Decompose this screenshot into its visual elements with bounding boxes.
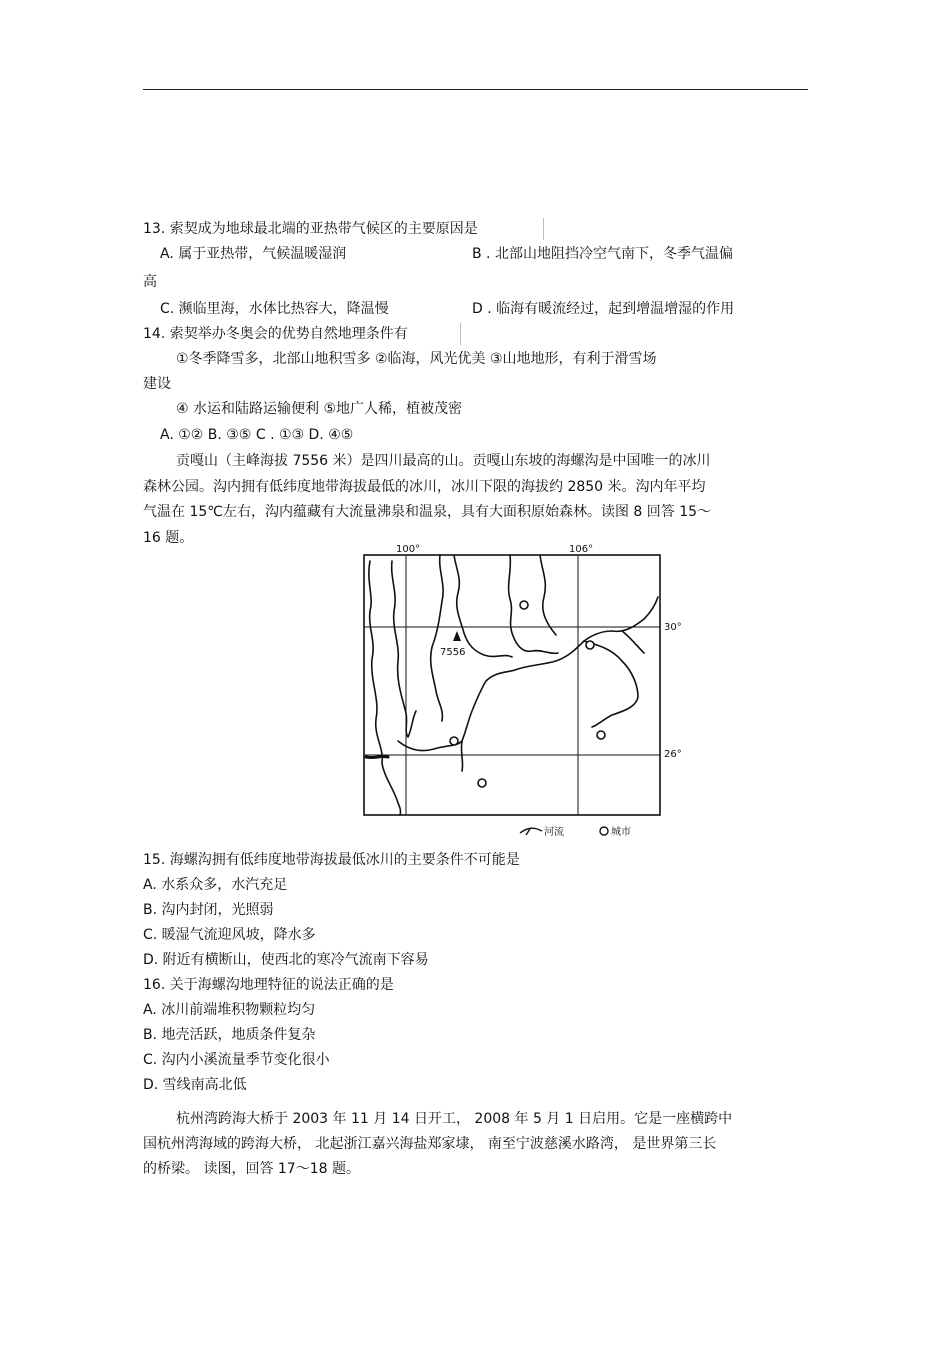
q13-option-b-cont: 高 xyxy=(143,274,157,290)
passage1-line-4: 16 题。 xyxy=(143,530,194,546)
river xyxy=(431,555,443,721)
legend-river-label: 河流 xyxy=(544,827,564,838)
legend-city-symbol xyxy=(600,827,608,835)
q13-option-b: B . 北部山地阻挡冷空气南下，冬季气温偏 xyxy=(472,246,733,262)
q13-option-d: D . 临海有暖流经过，起到增温增湿的作用 xyxy=(472,301,735,317)
river-main xyxy=(398,597,658,751)
label-100: 100° xyxy=(396,544,421,555)
river xyxy=(540,555,556,635)
label-106: 106° xyxy=(569,544,594,555)
q14-stem: 14. 索契举办冬奥会的优势自然地理条件有 xyxy=(143,326,408,342)
q16-option-b: B. 地壳活跃，地质条件复杂 xyxy=(143,1027,316,1043)
scan-mark xyxy=(543,218,544,240)
q15-option-d: D. 附近有横断山，使西北的寒冷气流南下容易 xyxy=(143,952,429,968)
q15-option-a: A. 水系众多，水汽充足 xyxy=(143,877,288,893)
label-26: 26° xyxy=(664,749,682,760)
river xyxy=(454,555,512,657)
passage2-line-1: 杭州湾跨海大桥于 2003 年 11 月 14 日开工， 2008 年 5 月 1 日启用。它是一座横跨中 xyxy=(176,1111,733,1127)
city-marker xyxy=(478,779,486,787)
peak-marker xyxy=(453,631,461,641)
q15-option-c: C. 暖湿气流迎风坡，降水多 xyxy=(143,927,316,943)
passage1-line-3: 气温在 15℃左右，沟内蕴藏有大流量沸泉和温泉，具有大面积原始森林。读图 8 回答 15～ xyxy=(143,504,712,520)
passage1-line-1: 贡嘎山（主峰海拔 7556 米）是四川最高的山。贡嘎山东坡的海螺沟是中国唯一的冰川 xyxy=(176,453,711,469)
q14-options: A. ①② B. ③⑤ C . ①③ D. ④⑤ xyxy=(160,427,354,443)
legend-city-label: 城市 xyxy=(611,827,631,838)
q16-option-c: C. 沟内小溪流量季节变化很小 xyxy=(143,1052,330,1068)
city-marker xyxy=(586,641,594,649)
passage2-line-2: 国杭州湾海域的跨海大桥， 北起浙江嘉兴海盐郑家埭， 南至宁波慈溪水路湾， 是世界第三长 xyxy=(143,1136,717,1152)
map-legend xyxy=(520,825,631,838)
cities xyxy=(450,601,605,787)
q14-items-1: ①冬季降雪多，北部山地积雪多 ②临海，风光优美 ③山地地形，有利于滑雪场 xyxy=(176,351,657,367)
river xyxy=(622,631,644,653)
passage1-line-2: 森林公园。沟内拥有低纬度地带海拔最低的冰川，冰川下限的海拔约 2850 米。沟内年平均 xyxy=(143,479,706,495)
river xyxy=(584,641,638,727)
q16-option-d: D. 雪线南高北低 xyxy=(143,1077,247,1093)
q16-option-a: A. 冰川前端堆积物颗粒均匀 xyxy=(143,1002,316,1018)
city-marker xyxy=(520,601,528,609)
peak-label: 7556 xyxy=(440,647,466,658)
q14-items-1-cont: 建设 xyxy=(143,376,171,392)
river xyxy=(369,561,401,815)
q13-stem: 13. 索契成为地球最北端的亚热带气候区的主要原因是 xyxy=(143,221,478,237)
label-30: 30° xyxy=(664,622,682,633)
city-marker xyxy=(597,731,605,739)
q13-option-c: C. 濒临里海，水体比热容大，降温慢 xyxy=(160,301,389,317)
river xyxy=(392,561,416,737)
header-rule xyxy=(143,89,808,90)
border-mark xyxy=(366,756,388,757)
passage2-line-3: 的桥梁。 读图，回答 17～18 题。 xyxy=(143,1161,360,1177)
river xyxy=(461,741,462,771)
q16-stem: 16. 关于海螺沟地理特征的说法正确的是 xyxy=(143,977,394,993)
map-figure xyxy=(362,541,682,841)
city-marker xyxy=(450,737,458,745)
legend-river-symbol xyxy=(520,828,542,835)
map-frame xyxy=(364,555,660,815)
q14-items-2: ④ 水运和陆路运输便利 ⑤地广人稀，植被茂密 xyxy=(176,401,463,417)
q15-option-b: B. 沟内封闭，光照弱 xyxy=(143,902,274,918)
river xyxy=(509,555,558,653)
rivers xyxy=(366,555,658,815)
q13-option-a: A. 属于亚热带，气候温暖湿润 xyxy=(160,246,347,262)
q15-stem: 15. 海螺沟拥有低纬度地带海拔最低冰川的主要条件不可能是 xyxy=(143,852,520,868)
scan-mark xyxy=(460,323,461,345)
